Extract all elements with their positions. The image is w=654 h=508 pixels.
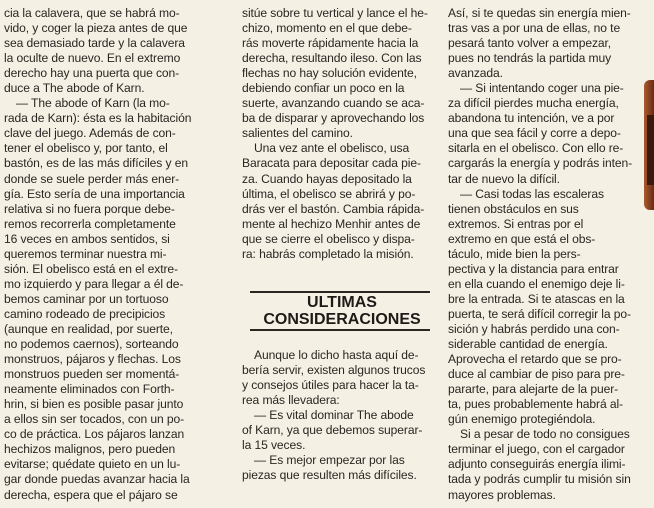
text-line: derecha, resultando ileso. Con las — [242, 51, 422, 66]
text-line: rás moverte rápidamente hacia la — [242, 36, 419, 51]
text-line: drás ver el bastón. Cambia rápida- — [242, 201, 425, 216]
text-line: Una vez ante el obelisco, usa — [254, 141, 410, 156]
illustration-edge-shadow — [647, 115, 654, 185]
text-line: y consejos útiles para hacer la ta- — [242, 378, 419, 393]
text-line: ra: habrás completado la misión. — [242, 246, 414, 261]
text-line: relativa si no fuera porque debe- — [4, 201, 175, 216]
text-line: extremos. Si entras por el — [448, 216, 584, 231]
text-line: donde se suele perder más ener- — [4, 171, 180, 186]
text-line: camino rodeado de precipicios — [4, 306, 166, 321]
text-line: tienen obstáculos en sus — [448, 201, 579, 216]
text-line: derecha, espera que el pájaro se — [4, 487, 178, 502]
text-line: ba de disparar y aprovechando los — [242, 111, 425, 126]
text-line: vido, y coger la pieza antes de que — [4, 21, 188, 36]
text-line: siderable cantidad de energía. — [448, 337, 608, 352]
section-heading-line1: ULTIMAS — [307, 294, 377, 311]
text-line: una que sea fácil y corre a depo- — [448, 126, 621, 141]
text-line: táculo, mide bien la pers- — [448, 246, 581, 261]
text-line: evitarse; quédate quieto en un lu- — [4, 457, 181, 472]
text-line: Si a pesar de todo no consigues — [460, 427, 630, 442]
text-line: — Es vital dominar The abode — [254, 408, 414, 423]
text-line: adjunto conseguirás energía ilimi- — [448, 457, 626, 472]
text-line: remos recorrerla completamente — [4, 216, 176, 231]
text-line: za. Cuando hayas depositado la — [242, 171, 412, 186]
text-line: chizo, momento en el que debe- — [242, 21, 412, 36]
text-line: neamente eliminados con Forth- — [4, 382, 175, 397]
text-line: — Casi todas las escaleras — [460, 186, 604, 201]
text-line: que se cierre el obelisco y dispa- — [242, 231, 415, 246]
text-line: (aunque en realidad, por suerte, — [4, 321, 173, 336]
text-line: gar donde puedas avanzar hacia la — [4, 472, 190, 487]
text-line: debiendo confiar un poco en la — [242, 81, 405, 96]
text-line: bre la entrada. Si te atascas en la — [448, 291, 625, 306]
text-line: za difícil pierdes mucha energía, — [448, 96, 619, 111]
text-line: mayores problemas. — [448, 487, 556, 502]
text-line: Así, si te quedas sin energía mien- — [448, 6, 631, 20]
text-line: puerta, te será difícil corregir la po- — [448, 306, 631, 321]
text-line: tada y podrás cumplir tu misión sin — [448, 472, 631, 487]
text-line: cargarás la energía y podrás inten- — [448, 156, 633, 171]
text-line: abandona tu intención, ve a por — [448, 111, 615, 126]
section-heading-line2: CONSIDERACIONES — [263, 311, 421, 328]
text-line: — Es mejor empezar por las — [254, 453, 405, 468]
text-column-middle-lower — [242, 348, 438, 483]
text-line: tras vas a por una de ellas, no te — [448, 21, 621, 36]
text-line: bastón, es de las más difíciles y en — [4, 156, 188, 171]
text-line: hechizos malignos, pero pueden — [4, 442, 176, 457]
text-line: terminar el juego, con el cargador — [448, 442, 625, 457]
text-line: pararte, para alejarte de la puer- — [448, 382, 619, 397]
text-line: 16 veces en ambos sentidos, si — [4, 231, 170, 246]
text-column-left — [4, 6, 226, 503]
text-line: extremo en que está el obs- — [448, 231, 596, 246]
text-line: ta, pues probablemente habrá al- — [448, 397, 623, 412]
text-line: sitúe sobre tu vertical y lance el he- — [242, 6, 428, 20]
text-line: la oculte de nuevo. En el extremo — [4, 51, 181, 66]
text-line: — Si intentando coger una pie- — [460, 81, 624, 96]
text-line: avanzada. — [448, 66, 503, 81]
text-line: co de práctica. Los pájaros lanzan — [4, 427, 185, 442]
text-line: sión. El obelisco está en el extre- — [4, 261, 178, 276]
text-line: piezas que resulten más difíciles. — [242, 468, 417, 483]
text-line: derecho hay una puerta que con- — [4, 66, 180, 81]
text-line: rada de Karn): ésta es la habitación — [4, 111, 192, 126]
text-line: pectiva y la distancia para entrar — [448, 261, 619, 276]
text-line: suerte, avanzando cuando se aca- — [242, 96, 425, 111]
text-line: a ellos sin ser tocados, con un po- — [4, 412, 185, 427]
text-line: tar de nuevo la difícil. — [448, 171, 560, 186]
text-column-right — [448, 6, 638, 503]
text-line: no podemos caernos), sorteando — [4, 337, 179, 352]
text-line: flechas no hay solución evidente, — [242, 66, 417, 81]
text-line: mo izquierdo y para llegar a él de- — [4, 276, 184, 291]
text-line: pues no tendrás la partida muy — [448, 51, 612, 66]
text-line: monstruos, pájaros y flechas. Los — [4, 352, 181, 367]
text-line: salientes del camino. — [242, 126, 353, 141]
text-line: pesará tanto volver a empezar, — [448, 36, 612, 51]
text-line: queremos terminar nuestra mi- — [4, 246, 167, 261]
text-line: of Karn, ya que debemos superar- — [242, 423, 423, 438]
text-line: hrin, si bien es posible pasar junto — [4, 397, 184, 412]
text-line: sea demasiado tarde y la calavera — [4, 36, 185, 51]
heading-rule-bottom — [250, 329, 430, 331]
text-line: tener el obelisco y, por tanto, el — [4, 141, 168, 156]
text-line: clave del juego. Además de con- — [4, 126, 176, 141]
text-line: monstruos pueden ser momentá- — [4, 367, 180, 382]
text-line: última, el obelisco se abrirá y po- — [242, 186, 416, 201]
text-line: gún enemigo protegiéndola. — [448, 412, 596, 427]
text-line: Aunque lo dicho hasta aquí de- — [254, 348, 419, 362]
heading-rule-top — [250, 291, 430, 293]
text-line: gía. Esto sería de una importancia — [4, 186, 185, 201]
text-line: sición y habrás perdido una con- — [448, 321, 620, 336]
text-line: duce a The abode of Karn. — [4, 81, 145, 96]
text-line: rea más llevadera: — [242, 393, 340, 408]
text-line: en ella cuando el enemigo deje li- — [448, 276, 625, 291]
text-line: cia la calavera, que se habrá mo- — [4, 6, 180, 20]
text-line: bemos caminar por un tortuoso — [4, 291, 169, 306]
text-line: — The abode of Karn (la mo- — [16, 96, 170, 111]
text-line: bería servir, existen algunos trucos — [242, 363, 426, 378]
text-line: Aprovecha el retardo que se pro- — [448, 352, 622, 367]
text-line: sitarla en el obelisco. Con ello re- — [448, 141, 624, 156]
text-line: Baracata para depositar cada pie- — [242, 156, 421, 171]
text-column-middle — [242, 6, 438, 262]
text-line: mente al hechizo Menhir antes de — [242, 216, 421, 231]
text-line: la 15 veces. — [242, 438, 306, 453]
text-line: duce al cambiar de piso para pre- — [448, 367, 625, 382]
